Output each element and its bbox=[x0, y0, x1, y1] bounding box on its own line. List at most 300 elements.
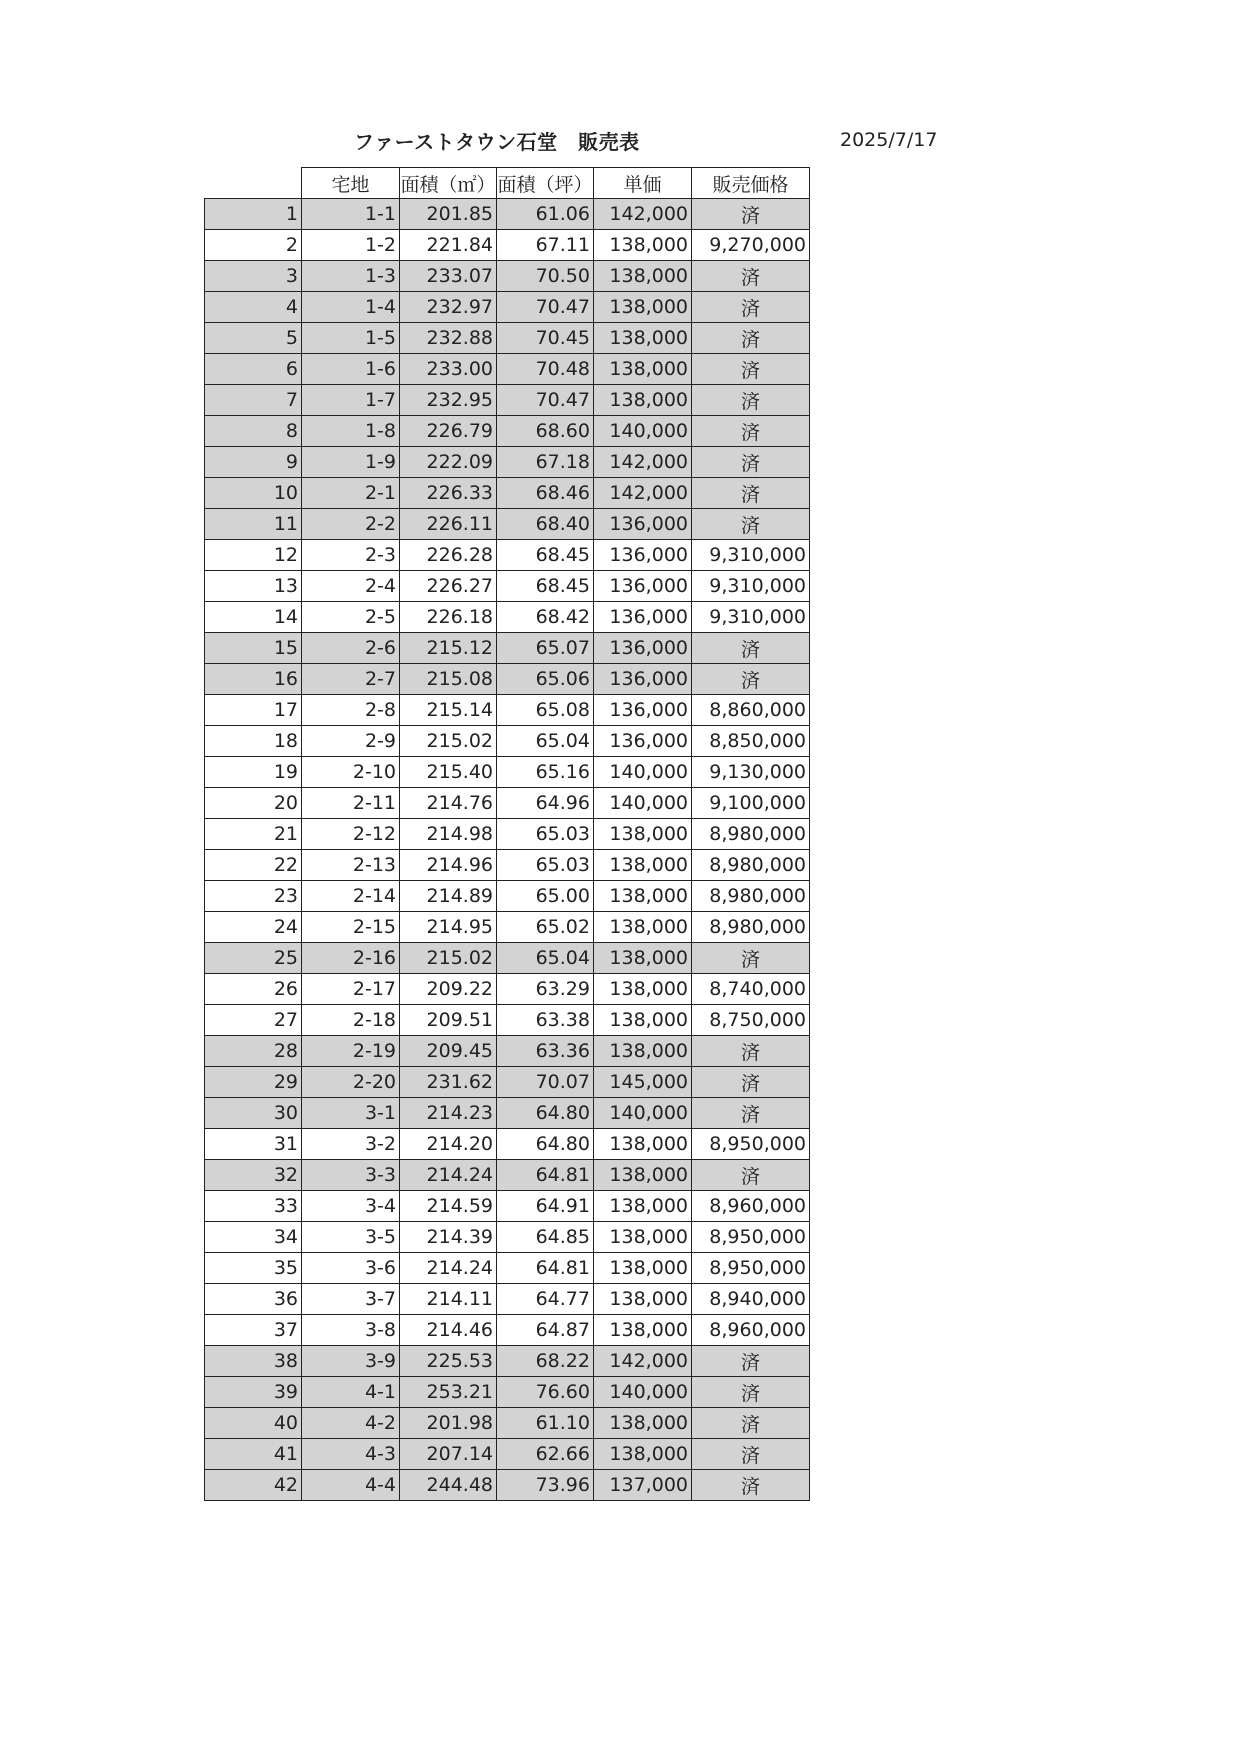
table-row bbox=[205, 1036, 810, 1067]
cell-index: 31 bbox=[205, 1129, 302, 1160]
table-row bbox=[205, 1408, 810, 1439]
table-row bbox=[205, 478, 810, 509]
cell-area-tsubo: 68.45 bbox=[497, 540, 594, 571]
cell-area-sqm: 214.76 bbox=[400, 788, 497, 819]
table-row bbox=[205, 509, 810, 540]
cell-sale-price: 済 bbox=[692, 1346, 810, 1377]
cell-index: 22 bbox=[205, 850, 302, 881]
cell-area-sqm: 215.02 bbox=[400, 726, 497, 757]
cell-unit-price: 138,000 bbox=[594, 912, 692, 943]
table-row bbox=[205, 1098, 810, 1129]
cell-area-tsubo: 65.04 bbox=[497, 726, 594, 757]
cell-index: 34 bbox=[205, 1222, 302, 1253]
cell-area-tsubo: 65.06 bbox=[497, 664, 594, 695]
table-body bbox=[205, 199, 810, 1501]
cell-area-tsubo: 64.81 bbox=[497, 1253, 594, 1284]
cell-area-tsubo: 64.91 bbox=[497, 1191, 594, 1222]
cell-unit-price: 136,000 bbox=[594, 509, 692, 540]
cell-area-tsubo: 70.50 bbox=[497, 261, 594, 292]
cell-lot: 1-3 bbox=[302, 261, 400, 292]
cell-area-tsubo: 76.60 bbox=[497, 1377, 594, 1408]
cell-index: 8 bbox=[205, 416, 302, 447]
table-row bbox=[205, 1315, 810, 1346]
cell-sale-price: 済 bbox=[692, 354, 810, 385]
cell-unit-price: 137,000 bbox=[594, 1470, 692, 1501]
table-row bbox=[205, 1470, 810, 1501]
cell-area-tsubo: 70.07 bbox=[497, 1067, 594, 1098]
cell-area-tsubo: 63.38 bbox=[497, 1005, 594, 1036]
cell-unit-price: 136,000 bbox=[594, 571, 692, 602]
table-row bbox=[205, 788, 810, 819]
cell-sale-price: 済 bbox=[692, 1470, 810, 1501]
cell-sale-price: 8,940,000 bbox=[692, 1284, 810, 1315]
cell-index: 21 bbox=[205, 819, 302, 850]
cell-sale-price: 8,980,000 bbox=[692, 912, 810, 943]
cell-sale-price: 済 bbox=[692, 1067, 810, 1098]
cell-area-tsubo: 68.40 bbox=[497, 509, 594, 540]
cell-sale-price: 8,980,000 bbox=[692, 881, 810, 912]
cell-unit-price: 138,000 bbox=[594, 1439, 692, 1470]
column-header-sale-price: 販売価格 bbox=[692, 168, 810, 199]
cell-area-sqm: 233.00 bbox=[400, 354, 497, 385]
cell-lot: 1-9 bbox=[302, 447, 400, 478]
cell-area-tsubo: 65.08 bbox=[497, 695, 594, 726]
table-row bbox=[205, 757, 810, 788]
cell-unit-price: 138,000 bbox=[594, 1036, 692, 1067]
table-row bbox=[205, 323, 810, 354]
cell-area-tsubo: 65.04 bbox=[497, 943, 594, 974]
cell-lot: 4-2 bbox=[302, 1408, 400, 1439]
table-row bbox=[205, 571, 810, 602]
cell-index: 42 bbox=[205, 1470, 302, 1501]
table-row bbox=[205, 1191, 810, 1222]
cell-area-tsubo: 65.00 bbox=[497, 881, 594, 912]
cell-index: 11 bbox=[205, 509, 302, 540]
cell-lot: 2-7 bbox=[302, 664, 400, 695]
table-row bbox=[205, 1377, 810, 1408]
cell-lot: 2-19 bbox=[302, 1036, 400, 1067]
table-row bbox=[205, 602, 810, 633]
cell-unit-price: 138,000 bbox=[594, 1253, 692, 1284]
cell-sale-price: 済 bbox=[692, 1160, 810, 1191]
cell-index: 3 bbox=[205, 261, 302, 292]
cell-lot: 3-9 bbox=[302, 1346, 400, 1377]
cell-index: 35 bbox=[205, 1253, 302, 1284]
cell-unit-price: 142,000 bbox=[594, 447, 692, 478]
cell-area-sqm: 214.24 bbox=[400, 1160, 497, 1191]
cell-lot: 4-4 bbox=[302, 1470, 400, 1501]
cell-unit-price: 138,000 bbox=[594, 323, 692, 354]
cell-lot: 1-5 bbox=[302, 323, 400, 354]
cell-sale-price: 9,100,000 bbox=[692, 788, 810, 819]
cell-area-tsubo: 68.60 bbox=[497, 416, 594, 447]
cell-lot: 2-1 bbox=[302, 478, 400, 509]
cell-sale-price: 8,960,000 bbox=[692, 1315, 810, 1346]
cell-sale-price: 済 bbox=[692, 199, 810, 230]
page-title: ファーストタウン石堂 販売表 bbox=[354, 130, 640, 154]
cell-area-sqm: 226.27 bbox=[400, 571, 497, 602]
cell-index: 15 bbox=[205, 633, 302, 664]
cell-sale-price: 8,950,000 bbox=[692, 1253, 810, 1284]
cell-unit-price: 138,000 bbox=[594, 354, 692, 385]
table-row bbox=[205, 447, 810, 478]
column-header-area-sqm: 面積（㎡） bbox=[400, 168, 497, 199]
cell-index: 37 bbox=[205, 1315, 302, 1346]
cell-area-tsubo: 62.66 bbox=[497, 1439, 594, 1470]
cell-area-tsubo: 63.36 bbox=[497, 1036, 594, 1067]
cell-sale-price: 済 bbox=[692, 323, 810, 354]
cell-index: 4 bbox=[205, 292, 302, 323]
cell-index: 29 bbox=[205, 1067, 302, 1098]
cell-sale-price: 8,850,000 bbox=[692, 726, 810, 757]
cell-area-tsubo: 68.22 bbox=[497, 1346, 594, 1377]
table-row bbox=[205, 1346, 810, 1377]
cell-area-tsubo: 70.47 bbox=[497, 292, 594, 323]
cell-unit-price: 138,000 bbox=[594, 881, 692, 912]
cell-area-sqm: 215.12 bbox=[400, 633, 497, 664]
table-row bbox=[205, 385, 810, 416]
cell-index: 10 bbox=[205, 478, 302, 509]
cell-area-tsubo: 65.03 bbox=[497, 819, 594, 850]
table-row bbox=[205, 354, 810, 385]
cell-index: 30 bbox=[205, 1098, 302, 1129]
table-row bbox=[205, 974, 810, 1005]
cell-area-tsubo: 64.80 bbox=[497, 1098, 594, 1129]
cell-area-sqm: 232.95 bbox=[400, 385, 497, 416]
cell-lot: 2-17 bbox=[302, 974, 400, 1005]
cell-area-tsubo: 64.85 bbox=[497, 1222, 594, 1253]
cell-area-sqm: 201.98 bbox=[400, 1408, 497, 1439]
cell-lot: 1-4 bbox=[302, 292, 400, 323]
table-row bbox=[205, 1005, 810, 1036]
cell-unit-price: 145,000 bbox=[594, 1067, 692, 1098]
cell-index: 5 bbox=[205, 323, 302, 354]
cell-lot: 3-5 bbox=[302, 1222, 400, 1253]
cell-lot: 3-6 bbox=[302, 1253, 400, 1284]
table-row bbox=[205, 1067, 810, 1098]
cell-area-tsubo: 61.10 bbox=[497, 1408, 594, 1439]
cell-sale-price: 8,950,000 bbox=[692, 1129, 810, 1160]
cell-area-sqm: 232.97 bbox=[400, 292, 497, 323]
cell-area-sqm: 214.24 bbox=[400, 1253, 497, 1284]
cell-lot: 3-1 bbox=[302, 1098, 400, 1129]
cell-index: 13 bbox=[205, 571, 302, 602]
cell-area-sqm: 232.88 bbox=[400, 323, 497, 354]
cell-index: 41 bbox=[205, 1439, 302, 1470]
cell-sale-price: 9,310,000 bbox=[692, 540, 810, 571]
cell-area-tsubo: 68.46 bbox=[497, 478, 594, 509]
cell-lot: 2-10 bbox=[302, 757, 400, 788]
table-row bbox=[205, 1160, 810, 1191]
cell-area-sqm: 215.14 bbox=[400, 695, 497, 726]
cell-area-sqm: 214.23 bbox=[400, 1098, 497, 1129]
cell-index: 27 bbox=[205, 1005, 302, 1036]
cell-lot: 3-7 bbox=[302, 1284, 400, 1315]
cell-index: 24 bbox=[205, 912, 302, 943]
cell-area-sqm: 201.85 bbox=[400, 199, 497, 230]
cell-area-sqm: 226.11 bbox=[400, 509, 497, 540]
cell-unit-price: 138,000 bbox=[594, 1222, 692, 1253]
cell-index: 32 bbox=[205, 1160, 302, 1191]
cell-area-sqm: 209.22 bbox=[400, 974, 497, 1005]
cell-unit-price: 140,000 bbox=[594, 1377, 692, 1408]
table-row bbox=[205, 633, 810, 664]
cell-lot: 2-9 bbox=[302, 726, 400, 757]
cell-area-sqm: 231.62 bbox=[400, 1067, 497, 1098]
cell-unit-price: 138,000 bbox=[594, 974, 692, 1005]
cell-area-tsubo: 73.96 bbox=[497, 1470, 594, 1501]
cell-index: 18 bbox=[205, 726, 302, 757]
cell-lot: 2-16 bbox=[302, 943, 400, 974]
cell-lot: 3-2 bbox=[302, 1129, 400, 1160]
cell-area-tsubo: 64.81 bbox=[497, 1160, 594, 1191]
table-row bbox=[205, 1222, 810, 1253]
table-row bbox=[205, 1439, 810, 1470]
cell-index: 26 bbox=[205, 974, 302, 1005]
table-row bbox=[205, 1129, 810, 1160]
cell-area-tsubo: 63.29 bbox=[497, 974, 594, 1005]
cell-area-sqm: 222.09 bbox=[400, 447, 497, 478]
cell-sale-price: 8,750,000 bbox=[692, 1005, 810, 1036]
cell-area-tsubo: 64.80 bbox=[497, 1129, 594, 1160]
cell-lot: 3-3 bbox=[302, 1160, 400, 1191]
cell-index: 16 bbox=[205, 664, 302, 695]
cell-area-sqm: 214.96 bbox=[400, 850, 497, 881]
table-row bbox=[205, 819, 810, 850]
cell-unit-price: 138,000 bbox=[594, 1005, 692, 1036]
cell-unit-price: 136,000 bbox=[594, 540, 692, 571]
cell-area-sqm: 225.53 bbox=[400, 1346, 497, 1377]
cell-area-sqm: 214.39 bbox=[400, 1222, 497, 1253]
cell-unit-price: 136,000 bbox=[594, 633, 692, 664]
table-row bbox=[205, 726, 810, 757]
table-row bbox=[205, 199, 810, 230]
cell-sale-price: 8,980,000 bbox=[692, 819, 810, 850]
cell-area-sqm: 214.11 bbox=[400, 1284, 497, 1315]
cell-lot: 2-20 bbox=[302, 1067, 400, 1098]
cell-sale-price: 済 bbox=[692, 1098, 810, 1129]
cell-sale-price: 済 bbox=[692, 1408, 810, 1439]
cell-lot: 3-4 bbox=[302, 1191, 400, 1222]
cell-lot: 4-3 bbox=[302, 1439, 400, 1470]
cell-area-tsubo: 67.11 bbox=[497, 230, 594, 261]
cell-area-sqm: 226.28 bbox=[400, 540, 497, 571]
cell-unit-price: 138,000 bbox=[594, 385, 692, 416]
cell-unit-price: 136,000 bbox=[594, 726, 692, 757]
cell-index: 12 bbox=[205, 540, 302, 571]
cell-unit-price: 140,000 bbox=[594, 788, 692, 819]
cell-unit-price: 138,000 bbox=[594, 292, 692, 323]
cell-unit-price: 140,000 bbox=[594, 1098, 692, 1129]
cell-index: 2 bbox=[205, 230, 302, 261]
cell-lot: 2-4 bbox=[302, 571, 400, 602]
cell-index: 20 bbox=[205, 788, 302, 819]
date-label: 2025/7/17 bbox=[840, 129, 938, 151]
cell-lot: 2-5 bbox=[302, 602, 400, 633]
table-row bbox=[205, 850, 810, 881]
cell-lot: 2-12 bbox=[302, 819, 400, 850]
cell-sale-price: 8,860,000 bbox=[692, 695, 810, 726]
cell-sale-price: 9,310,000 bbox=[692, 602, 810, 633]
cell-unit-price: 138,000 bbox=[594, 230, 692, 261]
cell-index: 1 bbox=[205, 199, 302, 230]
cell-area-sqm: 214.59 bbox=[400, 1191, 497, 1222]
table-row bbox=[205, 1253, 810, 1284]
cell-area-tsubo: 70.48 bbox=[497, 354, 594, 385]
table-row bbox=[205, 292, 810, 323]
cell-area-sqm: 214.46 bbox=[400, 1315, 497, 1346]
cell-area-tsubo: 70.47 bbox=[497, 385, 594, 416]
cell-area-sqm: 226.18 bbox=[400, 602, 497, 633]
cell-lot: 2-8 bbox=[302, 695, 400, 726]
cell-unit-price: 138,000 bbox=[594, 1284, 692, 1315]
cell-area-sqm: 215.40 bbox=[400, 757, 497, 788]
cell-unit-price: 136,000 bbox=[594, 602, 692, 633]
cell-sale-price: 9,130,000 bbox=[692, 757, 810, 788]
cell-area-sqm: 214.89 bbox=[400, 881, 497, 912]
column-header-lot: 宅地 bbox=[302, 168, 400, 199]
cell-sale-price: 済 bbox=[692, 633, 810, 664]
cell-sale-price: 済 bbox=[692, 1377, 810, 1408]
cell-lot: 2-3 bbox=[302, 540, 400, 571]
cell-area-sqm: 253.21 bbox=[400, 1377, 497, 1408]
cell-unit-price: 138,000 bbox=[594, 261, 692, 292]
sales-table bbox=[204, 167, 810, 1501]
cell-area-tsubo: 68.42 bbox=[497, 602, 594, 633]
cell-unit-price: 142,000 bbox=[594, 478, 692, 509]
cell-index: 38 bbox=[205, 1346, 302, 1377]
cell-index: 33 bbox=[205, 1191, 302, 1222]
cell-unit-price: 142,000 bbox=[594, 1346, 692, 1377]
cell-area-tsubo: 64.77 bbox=[497, 1284, 594, 1315]
cell-area-sqm: 221.84 bbox=[400, 230, 497, 261]
cell-index: 14 bbox=[205, 602, 302, 633]
cell-area-sqm: 215.08 bbox=[400, 664, 497, 695]
cell-sale-price: 済 bbox=[692, 1439, 810, 1470]
cell-unit-price: 140,000 bbox=[594, 416, 692, 447]
cell-index: 25 bbox=[205, 943, 302, 974]
cell-unit-price: 138,000 bbox=[594, 1315, 692, 1346]
table-row bbox=[205, 230, 810, 261]
cell-lot: 2-14 bbox=[302, 881, 400, 912]
cell-area-sqm: 215.02 bbox=[400, 943, 497, 974]
cell-area-tsubo: 65.02 bbox=[497, 912, 594, 943]
table-row bbox=[205, 540, 810, 571]
table-row bbox=[205, 881, 810, 912]
column-header-index bbox=[205, 168, 302, 199]
cell-index: 6 bbox=[205, 354, 302, 385]
table-row bbox=[205, 695, 810, 726]
cell-lot: 2-2 bbox=[302, 509, 400, 540]
cell-sale-price: 9,270,000 bbox=[692, 230, 810, 261]
cell-index: 36 bbox=[205, 1284, 302, 1315]
cell-unit-price: 136,000 bbox=[594, 664, 692, 695]
cell-sale-price: 済 bbox=[692, 447, 810, 478]
table-row bbox=[205, 943, 810, 974]
cell-sale-price: 済 bbox=[692, 664, 810, 695]
cell-area-sqm: 214.98 bbox=[400, 819, 497, 850]
cell-lot: 2-6 bbox=[302, 633, 400, 664]
cell-unit-price: 136,000 bbox=[594, 695, 692, 726]
cell-index: 19 bbox=[205, 757, 302, 788]
cell-sale-price: 済 bbox=[692, 385, 810, 416]
cell-unit-price: 142,000 bbox=[594, 199, 692, 230]
cell-area-sqm: 226.33 bbox=[400, 478, 497, 509]
cell-sale-price: 9,310,000 bbox=[692, 571, 810, 602]
cell-index: 28 bbox=[205, 1036, 302, 1067]
cell-lot: 2-18 bbox=[302, 1005, 400, 1036]
cell-unit-price: 138,000 bbox=[594, 1160, 692, 1191]
table-row bbox=[205, 912, 810, 943]
cell-area-tsubo: 64.96 bbox=[497, 788, 594, 819]
cell-sale-price: 済 bbox=[692, 478, 810, 509]
cell-area-tsubo: 65.03 bbox=[497, 850, 594, 881]
cell-area-tsubo: 70.45 bbox=[497, 323, 594, 354]
cell-lot: 1-7 bbox=[302, 385, 400, 416]
cell-area-sqm: 233.07 bbox=[400, 261, 497, 292]
table-row bbox=[205, 664, 810, 695]
table-row bbox=[205, 416, 810, 447]
cell-sale-price: 8,980,000 bbox=[692, 850, 810, 881]
cell-index: 9 bbox=[205, 447, 302, 478]
cell-area-sqm: 207.14 bbox=[400, 1439, 497, 1470]
cell-sale-price: 8,950,000 bbox=[692, 1222, 810, 1253]
cell-lot: 1-2 bbox=[302, 230, 400, 261]
cell-area-sqm: 209.51 bbox=[400, 1005, 497, 1036]
cell-area-tsubo: 68.45 bbox=[497, 571, 594, 602]
cell-index: 39 bbox=[205, 1377, 302, 1408]
cell-index: 7 bbox=[205, 385, 302, 416]
column-header-unit-price: 単価 bbox=[594, 168, 692, 199]
cell-sale-price: 済 bbox=[692, 509, 810, 540]
cell-index: 23 bbox=[205, 881, 302, 912]
cell-index: 40 bbox=[205, 1408, 302, 1439]
cell-lot: 2-13 bbox=[302, 850, 400, 881]
cell-area-tsubo: 61.06 bbox=[497, 199, 594, 230]
cell-unit-price: 140,000 bbox=[594, 757, 692, 788]
cell-lot: 1-8 bbox=[302, 416, 400, 447]
cell-lot: 4-1 bbox=[302, 1377, 400, 1408]
cell-lot: 1-6 bbox=[302, 354, 400, 385]
cell-lot: 2-11 bbox=[302, 788, 400, 819]
table-row bbox=[205, 1284, 810, 1315]
cell-lot: 1-1 bbox=[302, 199, 400, 230]
cell-area-sqm: 226.79 bbox=[400, 416, 497, 447]
table-row bbox=[205, 261, 810, 292]
cell-area-sqm: 214.20 bbox=[400, 1129, 497, 1160]
cell-unit-price: 138,000 bbox=[594, 943, 692, 974]
cell-unit-price: 138,000 bbox=[594, 1191, 692, 1222]
cell-area-sqm: 209.45 bbox=[400, 1036, 497, 1067]
cell-unit-price: 138,000 bbox=[594, 1408, 692, 1439]
cell-sale-price: 8,960,000 bbox=[692, 1191, 810, 1222]
cell-sale-price: 済 bbox=[692, 416, 810, 447]
cell-sale-price: 済 bbox=[692, 943, 810, 974]
cell-area-tsubo: 65.07 bbox=[497, 633, 594, 664]
cell-sale-price: 済 bbox=[692, 261, 810, 292]
cell-unit-price: 138,000 bbox=[594, 1129, 692, 1160]
cell-unit-price: 138,000 bbox=[594, 850, 692, 881]
cell-unit-price: 138,000 bbox=[594, 819, 692, 850]
cell-area-sqm: 214.95 bbox=[400, 912, 497, 943]
cell-area-tsubo: 67.18 bbox=[497, 447, 594, 478]
cell-area-tsubo: 64.87 bbox=[497, 1315, 594, 1346]
table-header-row bbox=[205, 168, 810, 199]
cell-lot: 2-15 bbox=[302, 912, 400, 943]
cell-area-tsubo: 65.16 bbox=[497, 757, 594, 788]
cell-sale-price: 済 bbox=[692, 1036, 810, 1067]
cell-sale-price: 済 bbox=[692, 292, 810, 323]
